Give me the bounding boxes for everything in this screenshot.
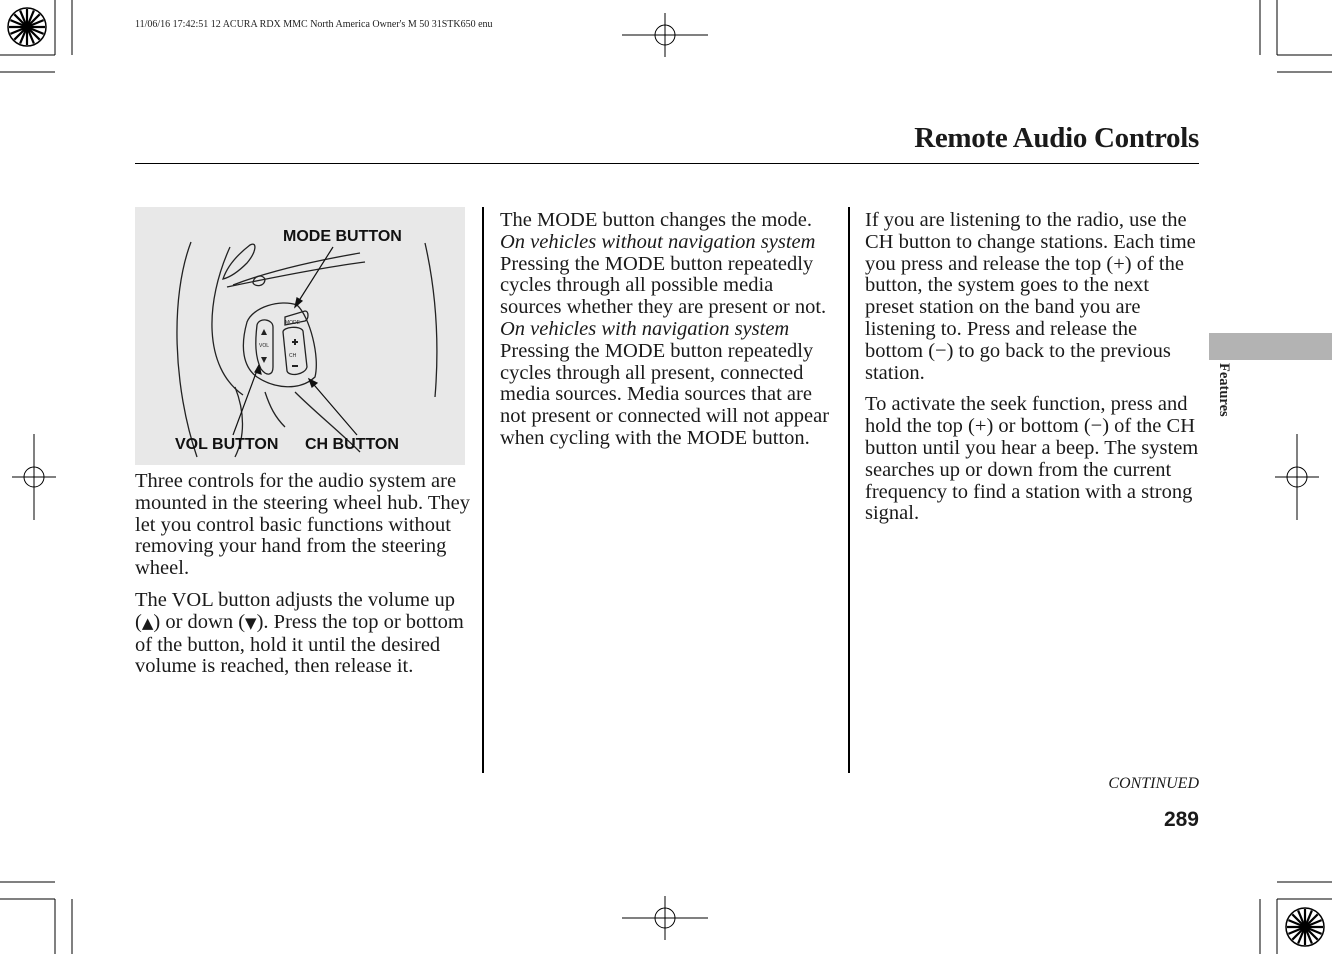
vol-text-c: ). Press the top or bottom of the button, hold it until the desired volume is reached, then release it. <box>135 610 464 678</box>
column-3 <box>865 210 1200 535</box>
seek-paragraph: To activate the seek function, press and hold the top (+) or bottom (−) of the CH button until you hear a beep. The system searches up or down from the current frequency to find a station with a strong signal. <box>865 393 1199 525</box>
up-symbol: ▲ <box>141 613 154 632</box>
inset-ch-text: CH <box>289 353 297 359</box>
no-nav-heading: On vehicles without navigation system <box>500 230 816 253</box>
no-nav-text: Pressing the MODE button repeatedly cycles through all possible media sources whether they are present or not. <box>500 252 827 319</box>
column-2 <box>500 210 838 450</box>
print-info: 11/06/16 17:42:51 12 ACURA RDX MMC North America Owner's M 50 31STK650 enu <box>135 19 493 30</box>
column-1 <box>135 471 470 688</box>
intro-paragraph: Three controls for the audio system are mounted in the steering wheel hub. They let you control basic functions without removing your hand from the steering wheel. <box>135 470 470 580</box>
inset-vol-text: VOL <box>259 343 270 349</box>
ch-paragraph: If you are listening to the radio, use the CH button to change stations. Each time you press and release the top (+) of the button, the system goes to the next preset station on the band you are listening to. Press and release the bottom (−) to go back to the previous station. <box>865 209 1196 384</box>
down-symbol: ▼ <box>245 613 257 632</box>
section-label-text: Features <box>1216 363 1232 417</box>
vol-text-a: The VOL button adjusts the volume up ( <box>135 588 455 633</box>
section-label <box>1210 363 1236 443</box>
page-number: 289 <box>1163 808 1199 831</box>
section-tab <box>1209 333 1332 360</box>
column-divider-2 <box>848 207 850 773</box>
mode-intro: The MODE button changes the mode. <box>500 209 812 231</box>
nav-text: Pressing the MODE button repeatedly cycles through all present, connected media sources. Media sources that are not present or connected will not appear when cycling with the MODE button. <box>500 339 830 449</box>
ch-button-label: CH BUTTON <box>305 436 399 453</box>
continued-label: CONTINUED <box>1108 775 1199 792</box>
steering-wheel-illustration <box>135 207 465 465</box>
vol-paragraph <box>135 590 470 678</box>
page-title: Remote Audio Controls <box>914 122 1199 154</box>
column-divider-1 <box>482 207 484 773</box>
mode-button-label: MODE BUTTON <box>283 228 402 245</box>
title-rule <box>135 163 1199 164</box>
nav-heading: On vehicles with navigation system <box>500 317 790 340</box>
vol-text-b: ) or down ( <box>153 610 246 633</box>
inset-mode-text: MODE <box>285 320 300 326</box>
vol-button-label: VOL BUTTON <box>175 436 279 453</box>
